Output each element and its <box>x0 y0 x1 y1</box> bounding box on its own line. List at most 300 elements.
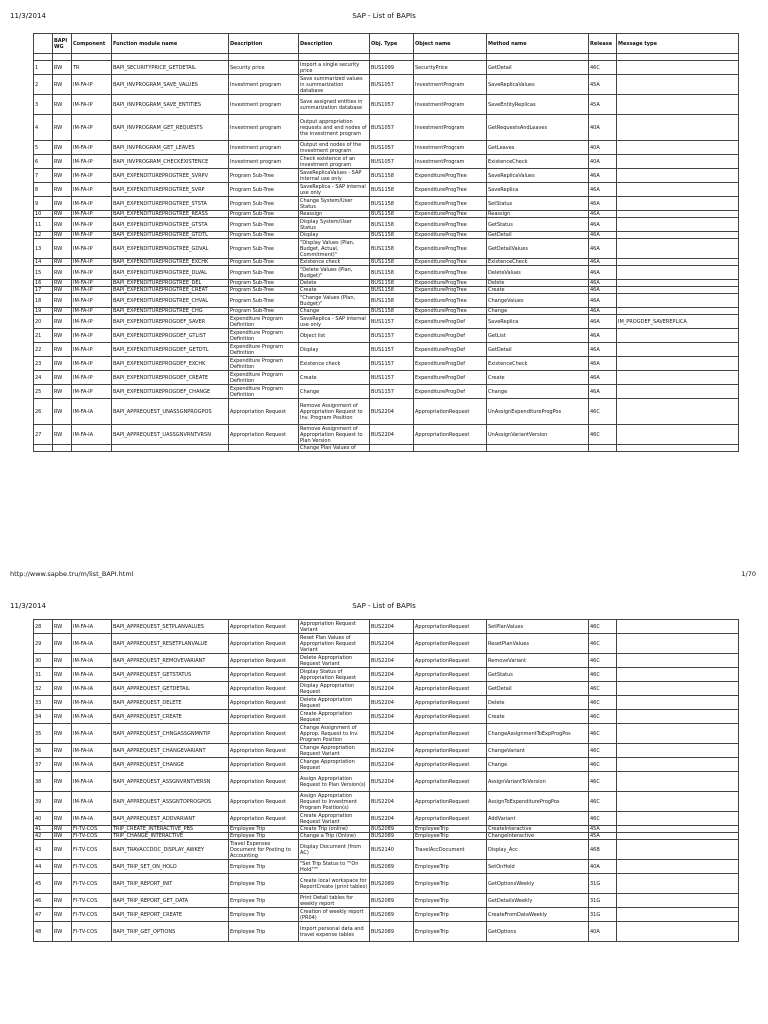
cell-description <box>229 445 299 452</box>
cell-row-number: 10 <box>34 211 53 218</box>
column-header-row-number <box>34 34 53 54</box>
cell-message-type <box>617 744 739 758</box>
page-header <box>0 590 768 612</box>
cell-component: IM-FA-IP <box>72 287 112 294</box>
cell-object-name: ExpenditureProgDef <box>414 385 487 399</box>
cell-bapi-wg: RW <box>53 724 72 744</box>
cell-component: IM-FA-IP <box>72 95 112 115</box>
cell-message-type <box>617 833 739 840</box>
cell-bapi-wg: RW <box>53 826 72 833</box>
cell-description: Investment program <box>229 155 299 169</box>
cell-function-module-name: BAPI_TRIP_REPORT_INIT <box>112 874 229 894</box>
cell-release: 46C <box>589 61 617 75</box>
table-row <box>34 620 739 634</box>
cell-row-number: 23 <box>34 357 53 371</box>
cell-component: FI-TV-COS <box>72 826 112 833</box>
table-row <box>34 634 739 654</box>
cell-message-type <box>617 169 739 183</box>
cell-row-number <box>34 445 53 452</box>
cell-object-name: AppropriationRequest <box>414 654 487 668</box>
cell-function-module-name: BAPI_APPREQUEST_ASSGNTOPROGPOS <box>112 792 229 812</box>
cell-release: 31G <box>589 894 617 908</box>
cell-row-number: 25 <box>34 385 53 399</box>
cell-message-type <box>617 61 739 75</box>
cell-object-name: EmployeeTrip <box>414 833 487 840</box>
cell-component: IM-FA-IP <box>72 218 112 232</box>
cell-row-number: 22 <box>34 343 53 357</box>
cell-message-type <box>617 294 739 308</box>
cell-message-type <box>617 668 739 682</box>
cell-bapi-wg: RW <box>53 833 72 840</box>
cell-description: Investment program <box>229 141 299 155</box>
cell-description: Program Sub-Tree <box>229 211 299 218</box>
column-header-component: Component <box>72 34 112 54</box>
cell-method-name: Change <box>487 385 589 399</box>
cell-bapi-wg: RW <box>53 197 72 211</box>
table-row <box>34 280 739 287</box>
cell-description-detail: Change a Trip (Online) <box>299 833 370 840</box>
cell-description: Program Sub-Tree <box>229 239 299 259</box>
cell-object-type: BUS2204 <box>370 696 414 710</box>
cell-object-type: BUS2204 <box>370 654 414 668</box>
document-title: SAP - List of BAPIs <box>352 12 416 20</box>
cell-bapi-wg: RW <box>53 425 72 445</box>
page-number: 1/70 <box>741 570 756 578</box>
table-row <box>34 710 739 724</box>
cell-description: Appropriation Request <box>229 620 299 634</box>
cell-description-detail: Delete Appropriation Request Variant <box>299 654 370 668</box>
cell-description-detail: Display <box>299 343 370 357</box>
cell-object-type: BUS2089 <box>370 874 414 894</box>
column-header-release: Release <box>589 34 617 54</box>
cell-object-type: BUS1157 <box>370 371 414 385</box>
cell-description-detail: Change <box>299 308 370 315</box>
cell-message-type <box>617 812 739 826</box>
cell-description-detail: Assign Appropriation Request to Investment Program Position(s) <box>299 792 370 812</box>
cell-message-type <box>617 266 739 280</box>
cell-function-module-name: BAPI_EXPENDITUREPROGDEF_GETDTL <box>112 343 229 357</box>
cell-object-name: AppropriationRequest <box>414 682 487 696</box>
column-header-description: Description <box>229 34 299 54</box>
cell-method-name: Reassign <box>487 211 589 218</box>
cell-function-module-name: BAPI_EXPENDITUREPROGTREE_GTDTL <box>112 232 229 239</box>
cell-object-name: ExpenditureProgTree <box>414 218 487 232</box>
cell-bapi-wg: RW <box>53 155 72 169</box>
cell-row-number: 41 <box>34 826 53 833</box>
cell-bapi-wg: RW <box>53 668 72 682</box>
cell-bapi-wg: RW <box>53 294 72 308</box>
cell-function-module-name: BAPI_EXPENDITUREPROGTREE_SVRPV <box>112 169 229 183</box>
cell-release: 46C <box>589 668 617 682</box>
cell-message-type <box>617 75 739 95</box>
cell-method-name: SetStatus <box>487 197 589 211</box>
cell-description-detail: Existence check <box>299 357 370 371</box>
cell-component: IM-FA-IA <box>72 425 112 445</box>
cell-row-number: 24 <box>34 371 53 385</box>
cell-row-number: 17 <box>34 287 53 294</box>
table-row <box>34 744 739 758</box>
cell-row-number: 38 <box>34 772 53 792</box>
cell-object-type: BUS1158 <box>370 211 414 218</box>
cell-bapi-wg: RW <box>53 620 72 634</box>
cell-object-type: BUS2204 <box>370 634 414 654</box>
cell-object-type: BUS1158 <box>370 266 414 280</box>
cell-description-detail: Import personal data and travel expense tables <box>299 922 370 942</box>
cell-description: Employee Trip <box>229 894 299 908</box>
cell-object-name: AppropriationRequest <box>414 620 487 634</box>
cell-component: IM-FA-IP <box>72 197 112 211</box>
cell-object-type: BUS1158 <box>370 308 414 315</box>
cell-method-name: ChangeValues <box>487 294 589 308</box>
column-header-description-detail: Description <box>299 34 370 54</box>
cell-description: Employee Trip <box>229 860 299 874</box>
cell-release: 46A <box>589 211 617 218</box>
table-row <box>34 371 739 385</box>
cell-message-type <box>617 115 739 141</box>
cell-method-name <box>487 54 589 61</box>
cell-component: IM-FA-IP <box>72 141 112 155</box>
cell-bapi-wg: RW <box>53 183 72 197</box>
table-row <box>34 758 739 772</box>
cell-component: IM-FA-IA <box>72 710 112 724</box>
cell-row-number: 40 <box>34 812 53 826</box>
cell-description: Appropriation Request <box>229 425 299 445</box>
cell-description-detail: Appropriation Request Variant <box>299 620 370 634</box>
cell-component: IM-FA-IA <box>72 724 112 744</box>
cell-release: 31G <box>589 874 617 894</box>
cell-component: IM-FA-IP <box>72 343 112 357</box>
cell-description-detail: Create Trip (online) <box>299 826 370 833</box>
cell-function-module-name: BAPI_TRIP_SET_ON_HOLD <box>112 860 229 874</box>
cell-row-number: 45 <box>34 874 53 894</box>
cell-row-number: 32 <box>34 682 53 696</box>
cell-object-name: ExpenditureProgDef <box>414 343 487 357</box>
cell-method-name: GetLeaves <box>487 141 589 155</box>
cell-release: 46A <box>589 357 617 371</box>
cell-description-detail: Remove Assignment of Appropriation Request to Inv. Program Position <box>299 399 370 425</box>
cell-object-name: AppropriationRequest <box>414 812 487 826</box>
table-row <box>34 908 739 922</box>
cell-component: IM-FA-IA <box>72 682 112 696</box>
cell-object-type: BUS1057 <box>370 115 414 141</box>
cell-component: IM-FA-IP <box>72 183 112 197</box>
cell-method-name: Create <box>487 287 589 294</box>
cell-description-detail: Assign Appropriation Request to Plan Version(s) <box>299 772 370 792</box>
cell-message-type <box>617 634 739 654</box>
cell-message-type <box>617 385 739 399</box>
cell-row-number: 12 <box>34 232 53 239</box>
table-row <box>34 95 739 115</box>
cell-object-name: InvestmentProgram <box>414 155 487 169</box>
cell-message-type <box>617 232 739 239</box>
table-row <box>34 668 739 682</box>
cell-release: 45A <box>589 75 617 95</box>
cell-object-type: BUS2204 <box>370 425 414 445</box>
cell-release: 46A <box>589 315 617 329</box>
cell-method-name: RemoveVariant <box>487 654 589 668</box>
cell-method-name: GetStatus <box>487 668 589 682</box>
table-row <box>34 315 739 329</box>
cell-description: Appropriation Request <box>229 710 299 724</box>
page-header <box>0 0 768 22</box>
cell-release: 46A <box>589 259 617 266</box>
cell-row-number: 1 <box>34 61 53 75</box>
cell-release: 40A <box>589 141 617 155</box>
cell-release: 46C <box>589 682 617 696</box>
table-row <box>34 218 739 232</box>
cell-description: Expenditure Program Definition <box>229 357 299 371</box>
cell-function-module-name: BAPI_APPREQUEST_ASSGNVRNTVERSN <box>112 772 229 792</box>
cell-object-name: ExpenditureProgTree <box>414 294 487 308</box>
cell-component: IM-FA-IP <box>72 315 112 329</box>
cell-object-name: ExpenditureProgTree <box>414 232 487 239</box>
cell-object-type: BUS1157 <box>370 329 414 343</box>
cell-component: IM-FA-IP <box>72 259 112 266</box>
cell-function-module-name: BAPI_TRAVACCDOC_DISPLAY_AWKEY <box>112 840 229 860</box>
cell-object-type: BUS1158 <box>370 239 414 259</box>
cell-release: 40A <box>589 860 617 874</box>
table-row <box>34 894 739 908</box>
cell-description: Employee Trip <box>229 826 299 833</box>
cell-release: 46C <box>589 654 617 668</box>
cell-bapi-wg: RW <box>53 308 72 315</box>
cell-component: IM-FA-IP <box>72 239 112 259</box>
cell-object-name: EmployeeTrip <box>414 874 487 894</box>
cell-message-type <box>617 308 739 315</box>
page-footer <box>0 568 768 582</box>
cell-bapi-wg: RW <box>53 654 72 668</box>
cell-description-detail: Delete <box>299 280 370 287</box>
column-header-message-type: Message type <box>617 34 739 54</box>
table-row <box>34 812 739 826</box>
cell-component: IM-FA-IP <box>72 155 112 169</box>
cell-object-type <box>370 445 414 452</box>
cell-object-type <box>370 54 414 61</box>
cell-release: 46A <box>589 294 617 308</box>
cell-function-module-name: BAPI_APPREQUEST_CREATE <box>112 710 229 724</box>
cell-object-name: ExpenditureProgTree <box>414 211 487 218</box>
cell-message-type <box>617 239 739 259</box>
cell-message-type <box>617 710 739 724</box>
cell-method-name: Create <box>487 371 589 385</box>
cell-object-type: BUS1158 <box>370 280 414 287</box>
cell-component: FI-TV-COS <box>72 894 112 908</box>
cell-release: 46A <box>589 371 617 385</box>
cell-object-name: ExpenditureProgTree <box>414 259 487 266</box>
cell-function-module-name: BAPI_TRIP_REPORT_GET_DATA <box>112 894 229 908</box>
cell-description-detail: Create local workspace for ReportCreate (print tables) <box>299 874 370 894</box>
cell-method-name: SetPlanValues <box>487 620 589 634</box>
cell-method-name: Change <box>487 308 589 315</box>
cell-object-name: AppropriationRequest <box>414 668 487 682</box>
cell-description-detail <box>299 54 370 61</box>
cell-row-number: 14 <box>34 259 53 266</box>
cell-description-detail: Object list <box>299 329 370 343</box>
cell-release: 46A <box>589 169 617 183</box>
cell-bapi-wg: RW <box>53 894 72 908</box>
cell-description: Program Sub-Tree <box>229 294 299 308</box>
cell-function-module-name: BAPI_EXPENDITUREPROGTREE_DEL <box>112 280 229 287</box>
cell-object-type: BUS1157 <box>370 315 414 329</box>
cell-object-type: BUS2089 <box>370 908 414 922</box>
cell-object-type: BUS1099 <box>370 61 414 75</box>
bapi-table-continued <box>33 619 739 942</box>
cell-method-name: ChangeVariant <box>487 744 589 758</box>
cell-description: Program Sub-Tree <box>229 280 299 287</box>
cell-object-name: AppropriationRequest <box>414 696 487 710</box>
cell-message-type <box>617 357 739 371</box>
cell-description-detail: "Display Values (Plan, Budget, Actual, Commitment)" <box>299 239 370 259</box>
cell-function-module-name: BAPI_INVPROGRAM_CHECKEXISTENCE <box>112 155 229 169</box>
cell-description: Employee Trip <box>229 874 299 894</box>
cell-bapi-wg <box>53 54 72 61</box>
cell-object-type: BUS1057 <box>370 155 414 169</box>
table-row <box>34 399 739 425</box>
table-row <box>34 259 739 266</box>
cell-method-name: GetStatus <box>487 218 589 232</box>
cell-object-type: BUS2140 <box>370 840 414 860</box>
cell-method-name: AssignVariantToVersion <box>487 772 589 792</box>
cell-description: Appropriation Request <box>229 772 299 792</box>
cell-method-name: GetDetail <box>487 343 589 357</box>
cell-bapi-wg: RW <box>53 696 72 710</box>
cell-row-number: 37 <box>34 758 53 772</box>
cell-row-number: 19 <box>34 308 53 315</box>
cell-function-module-name: BAPI_TRIP_GET_OPTIONS <box>112 922 229 942</box>
cell-component: FI-TV-COS <box>72 874 112 894</box>
cell-description-detail: Create <box>299 371 370 385</box>
cell-release: 46C <box>589 758 617 772</box>
cell-component: IM-FA-IP <box>72 371 112 385</box>
cell-row-number: 29 <box>34 634 53 654</box>
cell-object-name: AppropriationRequest <box>414 634 487 654</box>
cell-release <box>589 54 617 61</box>
cell-description-detail: Reassign <box>299 211 370 218</box>
cell-description-detail: Output end nodes of the investment program <box>299 141 370 155</box>
table-row <box>34 385 739 399</box>
cell-bapi-wg: RW <box>53 682 72 696</box>
cell-function-module-name: BAPI_EXPENDITUREPROGTREE_REASS <box>112 211 229 218</box>
table-row <box>34 239 739 259</box>
cell-method-name: ExistenceCheck <box>487 357 589 371</box>
cell-component: IM-FA-IA <box>72 758 112 772</box>
cell-release: 40A <box>589 155 617 169</box>
cell-object-name: EmployeeTrip <box>414 826 487 833</box>
cell-row-number: 48 <box>34 922 53 942</box>
cell-function-module-name: BAPI_EXPENDITUREPROGTREE_SVRP <box>112 183 229 197</box>
cell-bapi-wg: RW <box>53 343 72 357</box>
table-row <box>34 860 739 874</box>
cell-object-type: BUS2204 <box>370 744 414 758</box>
cell-object-name: EmployeeTrip <box>414 894 487 908</box>
cell-function-module-name: BAPI_APPREQUEST_UASSGNVRNTVRSN <box>112 425 229 445</box>
cell-message-type <box>617 343 739 357</box>
cell-object-type: BUS2204 <box>370 668 414 682</box>
cell-bapi-wg: RW <box>53 115 72 141</box>
cell-method-name: GetDetail <box>487 232 589 239</box>
cell-release: 46C <box>589 772 617 792</box>
cell-message-type <box>617 826 739 833</box>
cell-message-type: IM_PROGDEF_SAVEREPLICA <box>617 315 739 329</box>
cell-bapi-wg: RW <box>53 812 72 826</box>
table-row <box>34 696 739 710</box>
cell-component <box>72 445 112 452</box>
cell-object-type: BUS2204 <box>370 399 414 425</box>
cell-bapi-wg <box>53 445 72 452</box>
cell-object-type: BUS1158 <box>370 232 414 239</box>
cell-component: IM-FA-IP <box>72 232 112 239</box>
cell-method-name: UnAssignExpenditureProgPos <box>487 399 589 425</box>
cell-row-number <box>34 54 53 61</box>
cell-description: Investment program <box>229 115 299 141</box>
cell-object-name: ExpenditureProgDef <box>414 315 487 329</box>
cell-function-module-name: BAPI_APPREQUEST_CHANGE <box>112 758 229 772</box>
cell-description-detail: Create <box>299 287 370 294</box>
cell-description: Appropriation Request <box>229 724 299 744</box>
cell-release: 40A <box>589 922 617 942</box>
cell-bapi-wg: RW <box>53 61 72 75</box>
cell-function-module-name: BAPI_INVPROGRAM_SAVE_VALUES <box>112 75 229 95</box>
cell-function-module-name: BAPI_APPREQUEST_UNASSGNPROGPOS <box>112 399 229 425</box>
cell-method-name: ExistenceCheck <box>487 155 589 169</box>
cell-bapi-wg: RW <box>53 357 72 371</box>
source-url[interactable]: http://www.sapbe.tru/m/list_BAPI.html <box>10 570 134 578</box>
cell-bapi-wg: RW <box>53 287 72 294</box>
cell-component: IM-FA-IP <box>72 329 112 343</box>
cell-bapi-wg: RW <box>53 329 72 343</box>
cell-object-name: ExpenditureProgTree <box>414 183 487 197</box>
cell-row-number: 26 <box>34 399 53 425</box>
cell-object-name: AppropriationRequest <box>414 758 487 772</box>
cell-description: Program Sub-Tree <box>229 266 299 280</box>
cell-release: 46C <box>589 724 617 744</box>
cell-object-type: BUS1157 <box>370 357 414 371</box>
cell-method-name: SaveReplica <box>487 315 589 329</box>
cell-bapi-wg: RW <box>53 758 72 772</box>
column-header-object-type: Obj. Type <box>370 34 414 54</box>
cell-description: Expenditure Program Definition <box>229 343 299 357</box>
cell-row-number: 43 <box>34 840 53 860</box>
cell-row-number: 35 <box>34 724 53 744</box>
cell-bapi-wg: RW <box>53 75 72 95</box>
cell-component: IM-FA-IP <box>72 385 112 399</box>
cell-component: IM-FA-IP <box>72 169 112 183</box>
cell-row-number: 5 <box>34 141 53 155</box>
cell-bapi-wg: RW <box>53 218 72 232</box>
cell-function-module-name <box>112 54 229 61</box>
cell-message-type <box>617 840 739 860</box>
cell-description-detail: Reset Plan Values of Appropriation Request Variant <box>299 634 370 654</box>
cell-function-module-name: BAPI_EXPENDITUREPROGTREE_DLVAL <box>112 266 229 280</box>
cell-description: Program Sub-Tree <box>229 169 299 183</box>
cell-bapi-wg: RW <box>53 399 72 425</box>
table-row <box>34 61 739 75</box>
cell-description-detail: Change Plan Values of <box>299 445 370 452</box>
cell-description-detail: "Change Values (Plan, Budget)" <box>299 294 370 308</box>
cell-release: 46C <box>589 425 617 445</box>
cell-object-name: InvestmentProgram <box>414 115 487 141</box>
cell-message-type <box>617 792 739 812</box>
cell-object-name: AppropriationRequest <box>414 425 487 445</box>
cell-component: IM-FA-IP <box>72 308 112 315</box>
cell-row-number: 15 <box>34 266 53 280</box>
table-row <box>34 329 739 343</box>
cell-description: Expenditure Program Definition <box>229 315 299 329</box>
table-row <box>34 54 739 61</box>
cell-component: IM-FA-IA <box>72 696 112 710</box>
cell-description: Appropriation Request <box>229 696 299 710</box>
cell-object-type: BUS1158 <box>370 287 414 294</box>
